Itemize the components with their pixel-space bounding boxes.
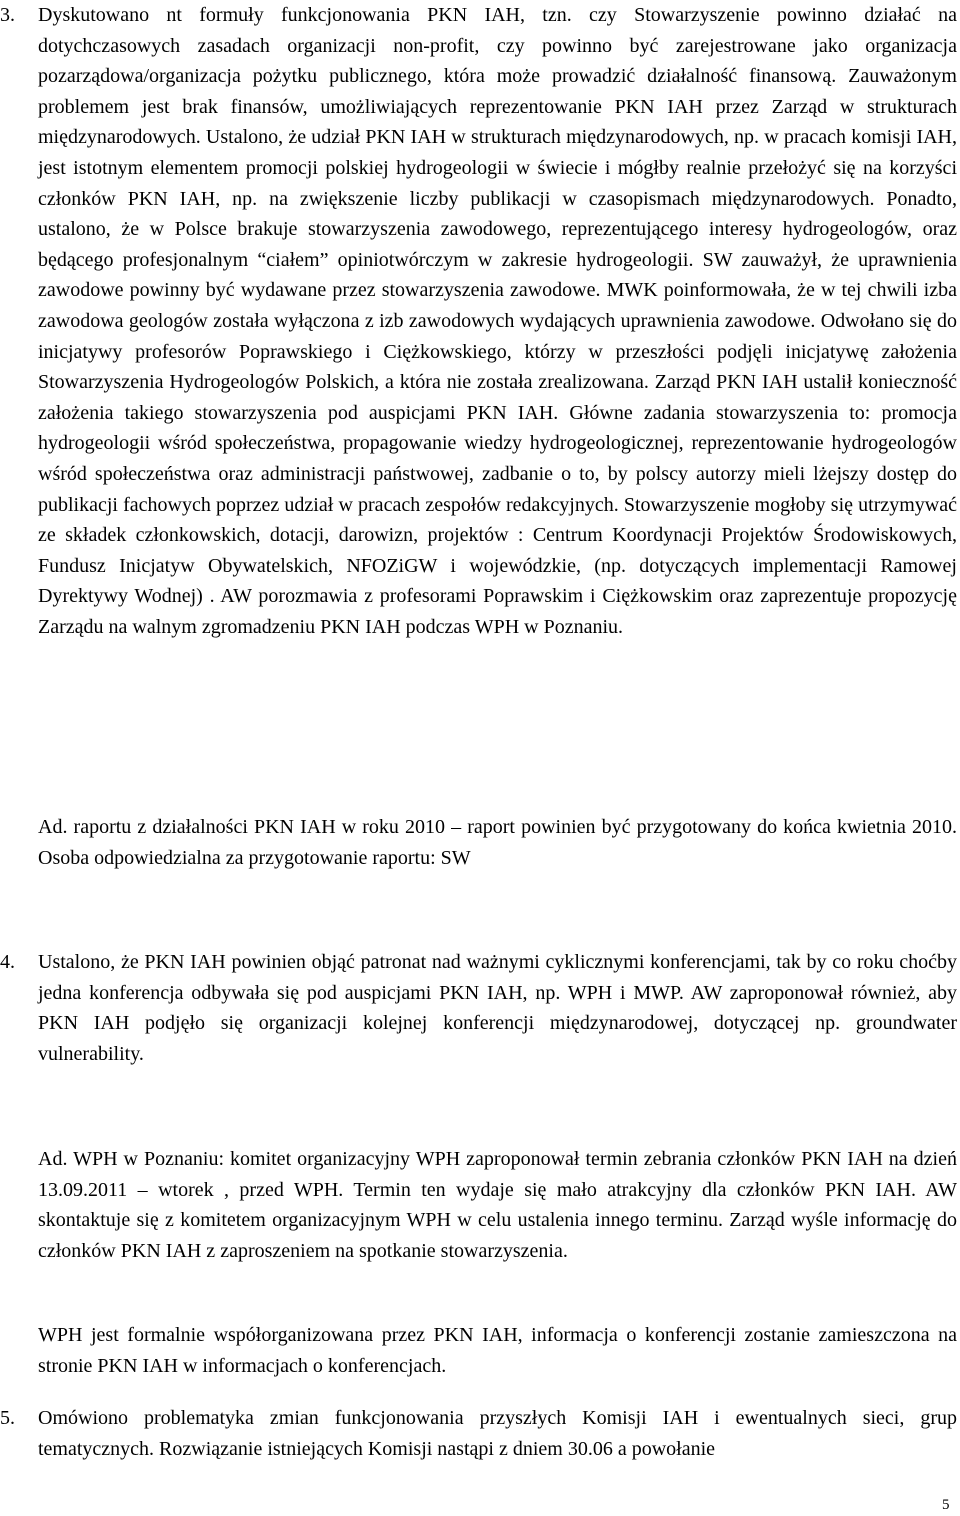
page-number: 5 [942,1497,950,1513]
paragraph-wph-meeting: Ad. WPH w Poznaniu: komitet organizacyjny WPH zaproponował termin zebrania członków PKN IAH na dzień 13.09.2011 – wtorek , przed WPH. Termin ten wydaje się mało atrakcyjny dla członków PKN IAH. AW skontaktuje się z komitetem organizacyjnym WPH w celu ustalenia innego terminu. Zarząd wyśle informację do członków PKN IAH z zaproszeniem na spotkanie stowarzyszenia. [38,1148,957,1262]
paragraph-statute-discussion: Dyskutowano nt formuły funkcjonowania PKN IAH, tzn. czy Stowarzyszenie powinno działać na dotychczasowych zasadach organizacji non-profit, czy powinno być zarejestrowane jako organizacja pozarządowa/organizacja pożytku publicznego, która może prowadzić działalność finansową. Zauważonym problemem jest brak finansów, umożliwiających reprezentowanie PKN IAH przez Zarząd w strukturach międzynarodowych. Ustalono, że udział PKN IAH w strukturach międzynarodowych, np. w pracach komisji IAH, jest istotnym elementem promocji polskiej hydrogeologii w świecie i mógłby realnie przełożyć się na korzyści członków PKN IAH, np. na zwiększenie liczby publikacji w czasopismach międzynarodowych. Ponadto, ustalono, że w Polsce brakuje stowarzyszenia zawodowego, reprezentującego interesy hydrogeologów, oraz będącego profesjonalnym “ciałem” opiniotwórczym w zakresie hydrogeologii. SW zauważył, że uprawnienia zawodowe powinny być wydawane przez stowarzyszenia zawodowe. MWK poinformowała, że w tej chwili izba zawodowa geologów została wyłączona z izb zawodowych wydających uprawnienia zawodowe. Odwołano się do inicjatywy profesorów Poprawskiego i Ciężkowskiego, którzy w przeszłości podjęli inicjatywę założenia Stowarzyszenia Hydrogeologów Polskich, a która nie została zrealizowana. Zarząd PKN IAH ustalił konieczność założenia takiego stowarzyszenia pod auspicjami PKN IAH. Główne zadania stowarzyszenia to: promocja hydrogeologii wśród społeczeństwa, propagowanie wiedzy hydrogeologicznej, reprezentowanie hydrogeologów wśród społeczeństwa oraz administracji państwowej, zadbanie o to, by polscy autorzy mieli lżejszy dostęp do publikacji fachowych poprzez udział w pracach zespołów redakcyjnych. Stowarzyszenie mogłoby się utrzymywać ze składek członkowskich, dotacji, darowizn, projektów : Centrum Koordynacji Projektów Środowiskowych, Fundusz Inicjatyw Obywatelskich, NFOZiGW i wojewódzkie, (np. dotyczących implementacji Ramowej Dyrektywy Wodnej) . AW porozmawia z profesorami Poprawskim i Ciężkowskim oraz zaprezentuje propozycję Zarządu na walnym zgromadzeniu PKN IAH podczas WPH w Poznaniu. [38,4,957,638]
paragraph-report-2010: Ad. raportu z działalności PKN IAH w roku 2010 – raport powinien być przygotowany do końca kwietnia 2010. Osoba odpowiedzialna za przygotowanie raportu: SW [38,816,957,869]
paragraph-conference-patronage: Ustalono, że PKN IAH powinien objąć patronat nad ważnymi cyklicznymi konferencjami, tak by co roku choćby jedna konferencja odbywała się pod auspicjami PKN IAH, np. WPH i MWP. AW zaproponował również, aby PKN IAH podjęło się organizacji kolejnej konferencji międzynarodowej, dotyczącej np. groundwater vulnerability. [38,951,957,1065]
item-number: 3. [0,4,15,26]
item-number: 5. [0,1407,15,1429]
item-number: 4. [0,951,15,973]
paragraph-iah-commissions: Omówiono problematyka zmian funkcjonowania przyszłych Komisji IAH i ewentualnych sieci, grup tematycznych. Rozwiązanie istniejących Komisji nastąpi z dniem 30.06 a powołanie [38,1407,957,1460]
paragraph-wph-coorganization: WPH jest formalnie współorganizowana przez PKN IAH, informacja o konferencji zostanie zamieszczona na stronie PKN IAH w informacjach o konferencjach. [38,1324,957,1377]
